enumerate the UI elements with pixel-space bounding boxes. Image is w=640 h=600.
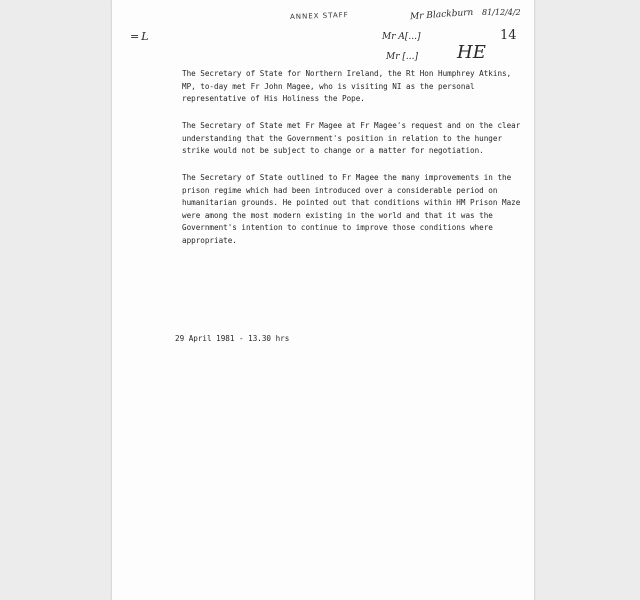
paragraph-3: The Secretary of State outlined to Fr Magee the many improvements in the prison regime which had been introduced over a considerable period on humanitarian grounds. He pointed out that conditions within HM Prison Maze were among the most modern existing in the world and that it was the Government's intention to continue to improve those conditions where appropriate. (182, 173, 521, 245)
handwritten-margin-note-1: Mr A[...] (382, 32, 421, 42)
handwritten-number: 14 (500, 28, 517, 43)
handwritten-name: Mr Blackburn (409, 7, 474, 23)
handwritten-reference: 81/12/4/2 (482, 8, 521, 17)
document-page (112, 0, 534, 600)
paragraph-2: The Secretary of State met Fr Magee at Fr Magee's request and on the clear understanding that the Government's position in relation to the hunger strike would not be subject to change or a matter for negotiation. (182, 121, 521, 156)
annex-stamp: ANNEX STAFF (289, 10, 349, 22)
handwritten-margin-note-2: Mr [...] (386, 52, 418, 62)
paragraph-1: The Secretary of State for Northern Ireland, the Rt Hon Humphrey Atkins, MP, to-day met Fr John Magee, who is visiting NI as the personal representative of His Holiness the Pope. (182, 69, 512, 104)
handwritten-initials: HE (457, 42, 486, 63)
dateline: 29 April 1981 - 13.30 hrs (175, 334, 290, 343)
handwritten-scribble: =L (130, 30, 151, 43)
